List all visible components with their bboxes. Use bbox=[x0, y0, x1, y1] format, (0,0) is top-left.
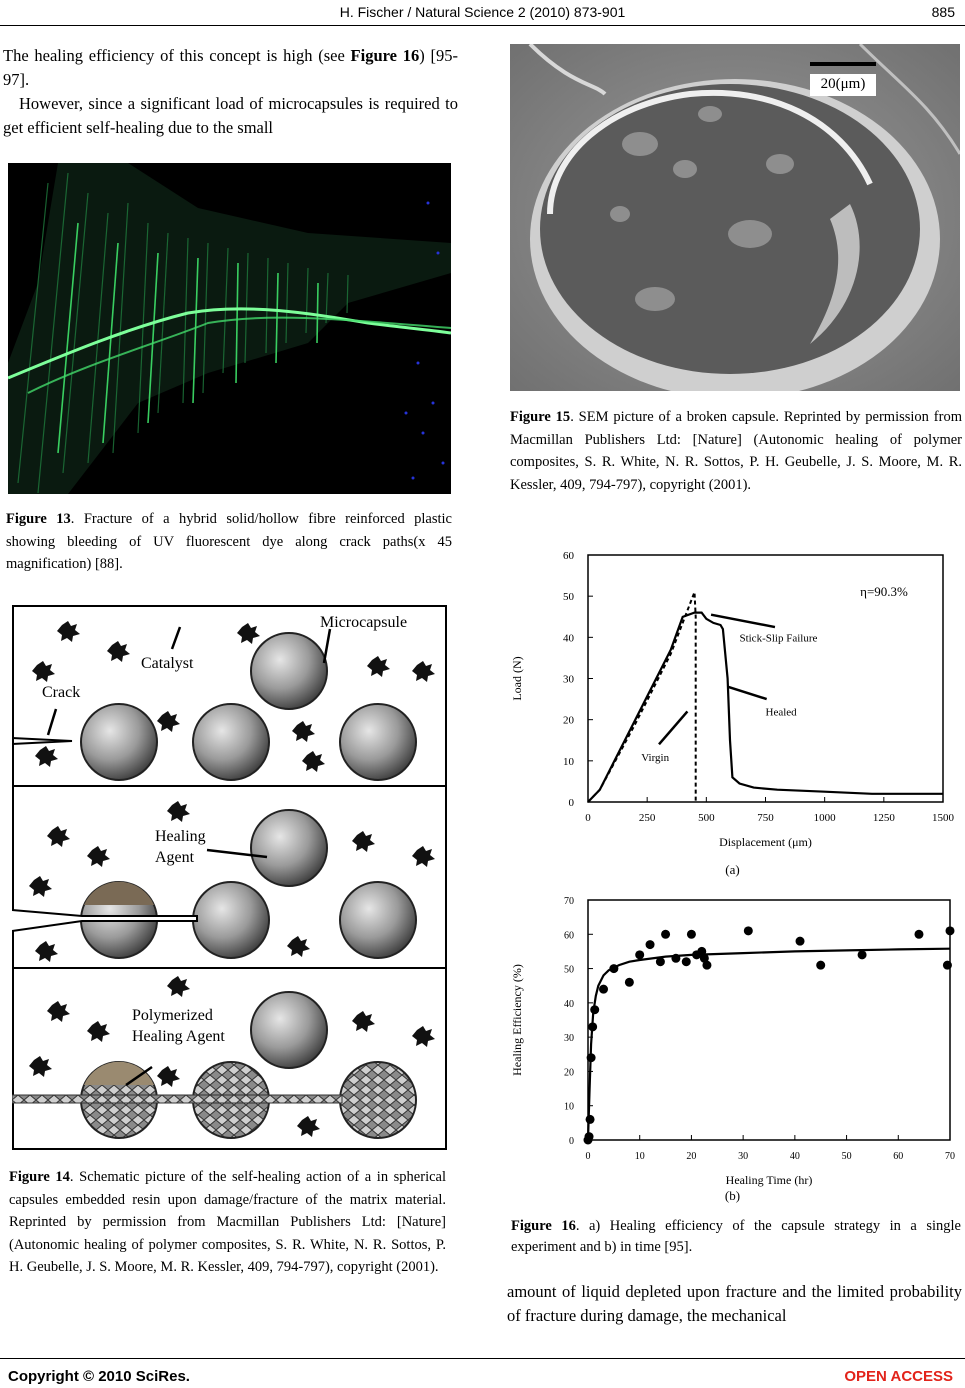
sem-broken-capsule-photo bbox=[510, 44, 960, 391]
figure13-image bbox=[8, 163, 451, 494]
label-healing-agent-1: Healing bbox=[155, 828, 206, 845]
x-tick-label: 750 bbox=[757, 812, 774, 824]
data-point bbox=[661, 930, 670, 939]
data-point bbox=[588, 1022, 597, 1031]
label-crack: Crack bbox=[42, 684, 81, 701]
data-point bbox=[744, 926, 753, 935]
data-point bbox=[858, 950, 867, 959]
data-point bbox=[590, 1005, 599, 1014]
x-tick-label: 500 bbox=[698, 812, 715, 824]
figure14-label: Figure 14 bbox=[9, 1169, 70, 1185]
figure16-label: Figure 16 bbox=[511, 1218, 576, 1234]
x-tick-label: 10 bbox=[634, 1151, 645, 1162]
figure16-caption bbox=[511, 1216, 961, 1258]
scale-bar-label: 20(μm) bbox=[820, 76, 866, 92]
footer-copyright: Copyright © 2010 SciRes. bbox=[8, 1368, 190, 1385]
figure16b-chart bbox=[505, 888, 960, 1188]
label-polymerized-1: Polymerized bbox=[132, 1007, 213, 1024]
right-closing-paragraph: amount of liquid depleted upon fracture and the limited probability of fracture during damage, the mechanical bbox=[507, 1282, 962, 1325]
figure16-ref: Figure 16 bbox=[350, 46, 420, 65]
x-axis-label: Displacement (μm) bbox=[719, 835, 812, 849]
running-title: H. Fischer / Natural Science 2 (2010) 873-901 bbox=[339, 4, 626, 20]
y-tick-label: 50 bbox=[563, 591, 574, 604]
data-point bbox=[609, 964, 618, 973]
figure14-caption bbox=[9, 1166, 446, 1279]
figure16-caption-text: . a) Healing efficiency of the capsule strategy in a single experiment and b) in time [95]. bbox=[511, 1218, 961, 1255]
y-tick-label: 50 bbox=[564, 964, 574, 976]
data-point bbox=[635, 950, 644, 959]
figure14-caption-text: . Schematic picture of the self-healing action of a in spherical capsules embedded resin upon damage/fracture of the matrix material. Reprinted by permission from Macmillan Publishers Ltd: [Nature] (Autonomic healing of polymer composites, S. R. White, N. R. Sottos, P. H. Geubelle, J. S. Moore, M. R. Kessler, 409, 794-797), copyright (2001). bbox=[9, 1169, 446, 1275]
header-rule bbox=[0, 25, 965, 26]
x-tick-label: 50 bbox=[841, 1151, 852, 1162]
page-header bbox=[0, 4, 965, 26]
data-point bbox=[946, 926, 955, 935]
x-tick-label: 0 bbox=[585, 1151, 591, 1162]
figure15-image bbox=[510, 44, 960, 391]
x-tick-label: 30 bbox=[738, 1151, 749, 1162]
y-tick-label: 30 bbox=[563, 673, 574, 686]
data-point bbox=[914, 930, 923, 939]
figure15-caption bbox=[510, 406, 962, 496]
figure14-schematic bbox=[12, 605, 447, 1150]
y-tick-label: 0 bbox=[569, 1136, 574, 1147]
arrow-healed bbox=[728, 687, 767, 699]
figure13-caption bbox=[6, 508, 452, 576]
data-point bbox=[587, 1053, 596, 1062]
x-tick-label: 1000 bbox=[813, 812, 836, 824]
label-healing-agent-2: Agent bbox=[155, 849, 195, 866]
x-tick-label: 40 bbox=[789, 1151, 800, 1162]
y-tick-label: 0 bbox=[568, 797, 574, 809]
page-number: 885 bbox=[931, 4, 955, 20]
data-point bbox=[586, 1115, 595, 1124]
label-polymerized-2: Healing Agent bbox=[132, 1028, 225, 1045]
para1-tail: ) [95-97]. bbox=[3, 46, 458, 89]
fit-curve bbox=[588, 949, 950, 1140]
left-paragraph-2: However, since a significant load of microcapsules is required to get efficient self-healing due to the small bbox=[3, 94, 458, 137]
data-point bbox=[599, 985, 608, 994]
y-axis-label: Healing Efficiency (%) bbox=[510, 964, 524, 1076]
x-tick-label: 1250 bbox=[872, 812, 895, 824]
plot-frame bbox=[588, 900, 950, 1140]
data-point bbox=[943, 961, 952, 970]
y-tick-label: 60 bbox=[564, 930, 574, 942]
data-point bbox=[816, 961, 825, 970]
para1-text: The healing efficiency of this concept is high (see bbox=[3, 46, 351, 65]
figure15-caption-text: . SEM picture of a broken capsule. Reprinted by permission from Macmillan Publishers Ltd: [Nature] (Autonomic healing of polymer composites, S. R. White, N. R. Sottos, P. H. Geubelle, J. S. Moore, M. R. Kessler, 409, 794-797), copyright (2001). bbox=[510, 409, 962, 493]
annotation-virgin: Virgin bbox=[641, 751, 670, 764]
x-tick-label: 1500 bbox=[932, 812, 954, 824]
data-point bbox=[625, 978, 634, 987]
data-point bbox=[646, 940, 655, 949]
figure15-label: Figure 15 bbox=[510, 409, 571, 425]
label-microcapsule: Microcapsule bbox=[320, 614, 408, 631]
annotation-efficiency: η=90.3% bbox=[860, 584, 908, 600]
data-point bbox=[671, 954, 680, 963]
data-point bbox=[796, 937, 805, 946]
y-tick-label: 40 bbox=[564, 998, 574, 1010]
left-paragraph-1 bbox=[3, 44, 458, 92]
self-healing-schematic bbox=[12, 605, 447, 1150]
figure13-caption-text: . Fracture of a hybrid solid/hollow fibre reinforced plastic showing bleeding of UV fluorescent dye along crack paths(x 45 magnification) [88]. bbox=[6, 511, 452, 572]
fluorescent-fracture-photo bbox=[8, 163, 451, 494]
x-tick-label: 250 bbox=[638, 812, 656, 824]
annotation-healed: Healed bbox=[765, 706, 797, 719]
y-tick-label: 40 bbox=[563, 632, 574, 645]
label-catalyst: Catalyst bbox=[141, 655, 194, 672]
y-tick-label: 70 bbox=[564, 896, 574, 907]
x-tick-label: 0 bbox=[585, 812, 591, 824]
x-tick-label: 60 bbox=[893, 1151, 904, 1162]
y-tick-label: 10 bbox=[564, 1101, 574, 1113]
footer-open-access: OPEN ACCESS bbox=[844, 1368, 953, 1385]
panel-b-label: (b) bbox=[724, 1188, 741, 1203]
footer-rule bbox=[0, 1358, 965, 1359]
y-tick-label: 20 bbox=[563, 714, 574, 727]
x-tick-label: 70 bbox=[945, 1151, 955, 1162]
y-tick-label: 60 bbox=[563, 550, 574, 562]
arrow-virgin bbox=[659, 711, 687, 744]
data-point bbox=[702, 961, 711, 970]
y-tick-label: 20 bbox=[564, 1067, 574, 1079]
y-tick-label: 30 bbox=[564, 1033, 574, 1045]
data-point bbox=[585, 1132, 594, 1141]
y-axis-label: Load (N) bbox=[510, 656, 524, 701]
data-point bbox=[656, 957, 665, 966]
annotation-stick-slip: Stick-Slip Failure bbox=[739, 632, 818, 645]
x-tick-label: 20 bbox=[686, 1151, 697, 1162]
y-tick-label: 10 bbox=[563, 755, 574, 768]
figure13-label: Figure 13 bbox=[6, 511, 71, 527]
figure16a-chart bbox=[505, 545, 960, 880]
data-point bbox=[687, 930, 696, 939]
data-point bbox=[682, 957, 691, 966]
panel-a-label: (a) bbox=[725, 862, 740, 877]
x-axis-label: Healing Time (hr) bbox=[725, 1173, 813, 1187]
